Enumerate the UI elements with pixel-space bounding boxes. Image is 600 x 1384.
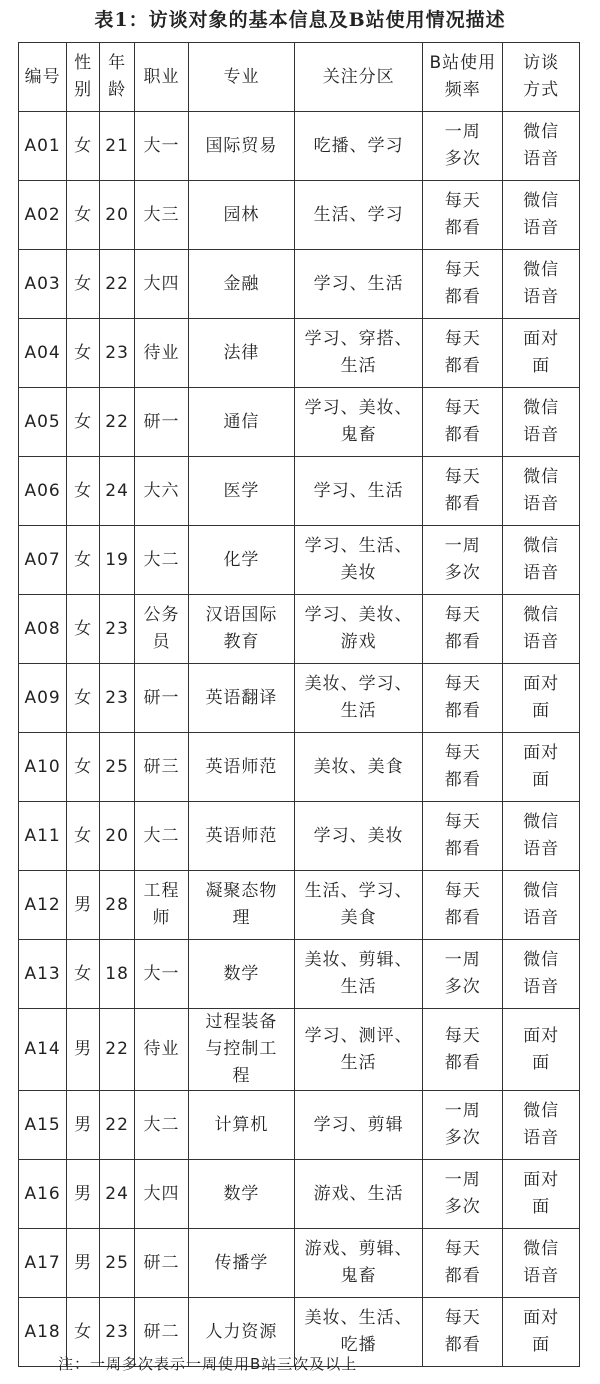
header-area: 关注分区 bbox=[295, 43, 423, 112]
cell-job: 研二 bbox=[135, 1229, 189, 1298]
header-age: 年龄 bbox=[100, 43, 135, 112]
cell-mode: 微信语音 bbox=[503, 595, 580, 664]
cell-age: 22 bbox=[100, 388, 135, 457]
cell-job: 大二 bbox=[135, 1091, 189, 1160]
cell-major: 园林 bbox=[188, 181, 294, 250]
cell-id: A13 bbox=[19, 940, 67, 1009]
cell-sex: 女 bbox=[67, 664, 100, 733]
cell-frequency: 一周多次 bbox=[423, 1160, 503, 1229]
cell-mode: 微信语音 bbox=[503, 871, 580, 940]
cell-frequency: 每天都看 bbox=[423, 664, 503, 733]
header-frequency: B站使用频率 bbox=[423, 43, 503, 112]
cell-frequency: 每天都看 bbox=[423, 802, 503, 871]
cell-major: 英语翻译 bbox=[188, 664, 294, 733]
cell-major: 汉语国际教育 bbox=[188, 595, 294, 664]
table-row bbox=[19, 595, 580, 664]
cell-mode: 微信语音 bbox=[503, 457, 580, 526]
cell-sex: 女 bbox=[67, 595, 100, 664]
interviewee-table bbox=[18, 42, 580, 1367]
cell-area: 吃播、学习 bbox=[295, 112, 423, 181]
table-row bbox=[19, 526, 580, 595]
cell-id: A07 bbox=[19, 526, 67, 595]
table-row bbox=[19, 664, 580, 733]
cell-frequency: 一周多次 bbox=[423, 940, 503, 1009]
cell-job: 研一 bbox=[135, 388, 189, 457]
cell-frequency: 每天都看 bbox=[423, 181, 503, 250]
cell-id: A04 bbox=[19, 319, 67, 388]
cell-age: 20 bbox=[100, 181, 135, 250]
cell-mode: 面对面 bbox=[503, 1298, 580, 1367]
cell-job: 工程师 bbox=[135, 871, 189, 940]
table-row bbox=[19, 1009, 580, 1091]
cell-id: A03 bbox=[19, 250, 67, 319]
table-row bbox=[19, 802, 580, 871]
cell-age: 19 bbox=[100, 526, 135, 595]
cell-job: 大四 bbox=[135, 250, 189, 319]
cell-job: 研二 bbox=[135, 1298, 189, 1367]
cell-id: A14 bbox=[19, 1009, 67, 1091]
cell-age: 25 bbox=[100, 733, 135, 802]
cell-sex: 男 bbox=[67, 1160, 100, 1229]
cell-major: 通信 bbox=[188, 388, 294, 457]
cell-mode: 微信语音 bbox=[503, 1091, 580, 1160]
cell-sex: 女 bbox=[67, 319, 100, 388]
cell-frequency: 每天都看 bbox=[423, 1229, 503, 1298]
table-row bbox=[19, 1229, 580, 1298]
cell-major: 国际贸易 bbox=[188, 112, 294, 181]
cell-area: 学习、美妆 bbox=[295, 802, 423, 871]
cell-age: 18 bbox=[100, 940, 135, 1009]
cell-mode: 面对面 bbox=[503, 1009, 580, 1091]
cell-id: A15 bbox=[19, 1091, 67, 1160]
table-row bbox=[19, 181, 580, 250]
cell-frequency: 每天都看 bbox=[423, 457, 503, 526]
cell-mode: 微信语音 bbox=[503, 940, 580, 1009]
cell-age: 23 bbox=[100, 1298, 135, 1367]
cell-sex: 男 bbox=[67, 1229, 100, 1298]
table-row bbox=[19, 112, 580, 181]
cell-frequency: 一周多次 bbox=[423, 1091, 503, 1160]
table-row bbox=[19, 457, 580, 526]
cell-frequency: 每天都看 bbox=[423, 1298, 503, 1367]
cell-major: 英语师范 bbox=[188, 733, 294, 802]
cell-frequency: 每天都看 bbox=[423, 388, 503, 457]
cell-area: 生活、学习 bbox=[295, 181, 423, 250]
cell-major: 过程装备与控制工程 bbox=[188, 1009, 294, 1091]
cell-mode: 微信语音 bbox=[503, 112, 580, 181]
cell-area: 游戏、生活 bbox=[295, 1160, 423, 1229]
cell-mode: 微信语音 bbox=[503, 1229, 580, 1298]
cell-sex: 女 bbox=[67, 802, 100, 871]
table-row bbox=[19, 1160, 580, 1229]
cell-major: 数学 bbox=[188, 940, 294, 1009]
cell-frequency: 每天都看 bbox=[423, 319, 503, 388]
cell-sex: 女 bbox=[67, 457, 100, 526]
cell-age: 22 bbox=[100, 1091, 135, 1160]
cell-mode: 微信语音 bbox=[503, 526, 580, 595]
cell-id: A09 bbox=[19, 664, 67, 733]
cell-job: 大二 bbox=[135, 802, 189, 871]
cell-mode: 面对面 bbox=[503, 664, 580, 733]
header-sex: 性别 bbox=[67, 43, 100, 112]
cell-age: 20 bbox=[100, 802, 135, 871]
cell-major: 金融 bbox=[188, 250, 294, 319]
cell-age: 24 bbox=[100, 457, 135, 526]
header-mode: 访谈方式 bbox=[503, 43, 580, 112]
cell-sex: 男 bbox=[67, 1009, 100, 1091]
table-title: 表1：访谈对象的基本信息及B站使用情况描述 bbox=[94, 9, 506, 31]
cell-area: 学习、测评、生活 bbox=[295, 1009, 423, 1091]
cell-job: 待业 bbox=[135, 1009, 189, 1091]
cell-age: 22 bbox=[100, 250, 135, 319]
cell-area: 学习、穿搭、生活 bbox=[295, 319, 423, 388]
cell-age: 28 bbox=[100, 871, 135, 940]
cell-area: 美妆、美食 bbox=[295, 733, 423, 802]
table-note: 注：一周多次表示一周使用B站三次及以上 bbox=[58, 1355, 358, 1373]
cell-sex: 男 bbox=[67, 871, 100, 940]
cell-mode: 面对面 bbox=[503, 733, 580, 802]
cell-area: 学习、生活 bbox=[295, 457, 423, 526]
cell-frequency: 每天都看 bbox=[423, 871, 503, 940]
cell-job: 公务员 bbox=[135, 595, 189, 664]
cell-age: 22 bbox=[100, 1009, 135, 1091]
cell-major: 人力资源 bbox=[188, 1298, 294, 1367]
header-id: 编号 bbox=[19, 43, 67, 112]
cell-job: 大六 bbox=[135, 457, 189, 526]
cell-id: A17 bbox=[19, 1229, 67, 1298]
table-row bbox=[19, 388, 580, 457]
header-major: 专业 bbox=[188, 43, 294, 112]
cell-sex: 女 bbox=[67, 526, 100, 595]
cell-area: 学习、生活、美妆 bbox=[295, 526, 423, 595]
cell-sex: 男 bbox=[67, 1091, 100, 1160]
cell-sex: 女 bbox=[67, 181, 100, 250]
cell-frequency: 一周多次 bbox=[423, 526, 503, 595]
cell-age: 25 bbox=[100, 1229, 135, 1298]
cell-sex: 女 bbox=[67, 1298, 100, 1367]
cell-major: 凝聚态物理 bbox=[188, 871, 294, 940]
cell-sex: 女 bbox=[67, 940, 100, 1009]
table-row bbox=[19, 940, 580, 1009]
cell-mode: 微信语音 bbox=[503, 181, 580, 250]
cell-major: 传播学 bbox=[188, 1229, 294, 1298]
cell-mode: 面对面 bbox=[503, 1160, 580, 1229]
cell-id: A11 bbox=[19, 802, 67, 871]
cell-age: 23 bbox=[100, 595, 135, 664]
cell-id: A08 bbox=[19, 595, 67, 664]
table-row bbox=[19, 1091, 580, 1160]
cell-major: 医学 bbox=[188, 457, 294, 526]
header-job: 职业 bbox=[135, 43, 189, 112]
cell-age: 21 bbox=[100, 112, 135, 181]
cell-id: A16 bbox=[19, 1160, 67, 1229]
table-row bbox=[19, 250, 580, 319]
cell-mode: 微信语音 bbox=[503, 388, 580, 457]
cell-frequency: 每天都看 bbox=[423, 250, 503, 319]
table-row bbox=[19, 733, 580, 802]
cell-mode: 微信语音 bbox=[503, 802, 580, 871]
cell-major: 英语师范 bbox=[188, 802, 294, 871]
cell-major: 法律 bbox=[188, 319, 294, 388]
cell-frequency: 一周多次 bbox=[423, 112, 503, 181]
cell-id: A18 bbox=[19, 1298, 67, 1367]
cell-major: 计算机 bbox=[188, 1091, 294, 1160]
cell-id: A06 bbox=[19, 457, 67, 526]
cell-mode: 微信语音 bbox=[503, 250, 580, 319]
cell-id: A02 bbox=[19, 181, 67, 250]
cell-job: 大二 bbox=[135, 526, 189, 595]
cell-area: 学习、剪辑 bbox=[295, 1091, 423, 1160]
cell-age: 24 bbox=[100, 1160, 135, 1229]
cell-frequency: 每天都看 bbox=[423, 595, 503, 664]
cell-job: 待业 bbox=[135, 319, 189, 388]
cell-id: A01 bbox=[19, 112, 67, 181]
table-row bbox=[19, 871, 580, 940]
cell-area: 生活、学习、美食 bbox=[295, 871, 423, 940]
cell-age: 23 bbox=[100, 319, 135, 388]
cell-job: 研三 bbox=[135, 733, 189, 802]
cell-id: A10 bbox=[19, 733, 67, 802]
cell-area: 美妆、生活、吃播 bbox=[295, 1298, 423, 1367]
cell-sex: 女 bbox=[67, 388, 100, 457]
cell-area: 游戏、剪辑、鬼畜 bbox=[295, 1229, 423, 1298]
cell-area: 美妆、学习、生活 bbox=[295, 664, 423, 733]
header-row bbox=[19, 43, 580, 112]
table-row bbox=[19, 319, 580, 388]
cell-id: A12 bbox=[19, 871, 67, 940]
cell-job: 大一 bbox=[135, 940, 189, 1009]
cell-job: 研一 bbox=[135, 664, 189, 733]
cell-major: 数学 bbox=[188, 1160, 294, 1229]
cell-mode: 面对面 bbox=[503, 319, 580, 388]
cell-area: 学习、生活 bbox=[295, 250, 423, 319]
cell-sex: 女 bbox=[67, 733, 100, 802]
cell-job: 大四 bbox=[135, 1160, 189, 1229]
cell-area: 学习、美妆、鬼畜 bbox=[295, 388, 423, 457]
cell-job: 大三 bbox=[135, 181, 189, 250]
cell-area: 学习、美妆、游戏 bbox=[295, 595, 423, 664]
cell-frequency: 每天都看 bbox=[423, 1009, 503, 1091]
cell-age: 23 bbox=[100, 664, 135, 733]
cell-area: 美妆、剪辑、生活 bbox=[295, 940, 423, 1009]
cell-sex: 女 bbox=[67, 112, 100, 181]
cell-major: 化学 bbox=[188, 526, 294, 595]
cell-sex: 女 bbox=[67, 250, 100, 319]
cell-id: A05 bbox=[19, 388, 67, 457]
cell-frequency: 每天都看 bbox=[423, 733, 503, 802]
cell-job: 大一 bbox=[135, 112, 189, 181]
